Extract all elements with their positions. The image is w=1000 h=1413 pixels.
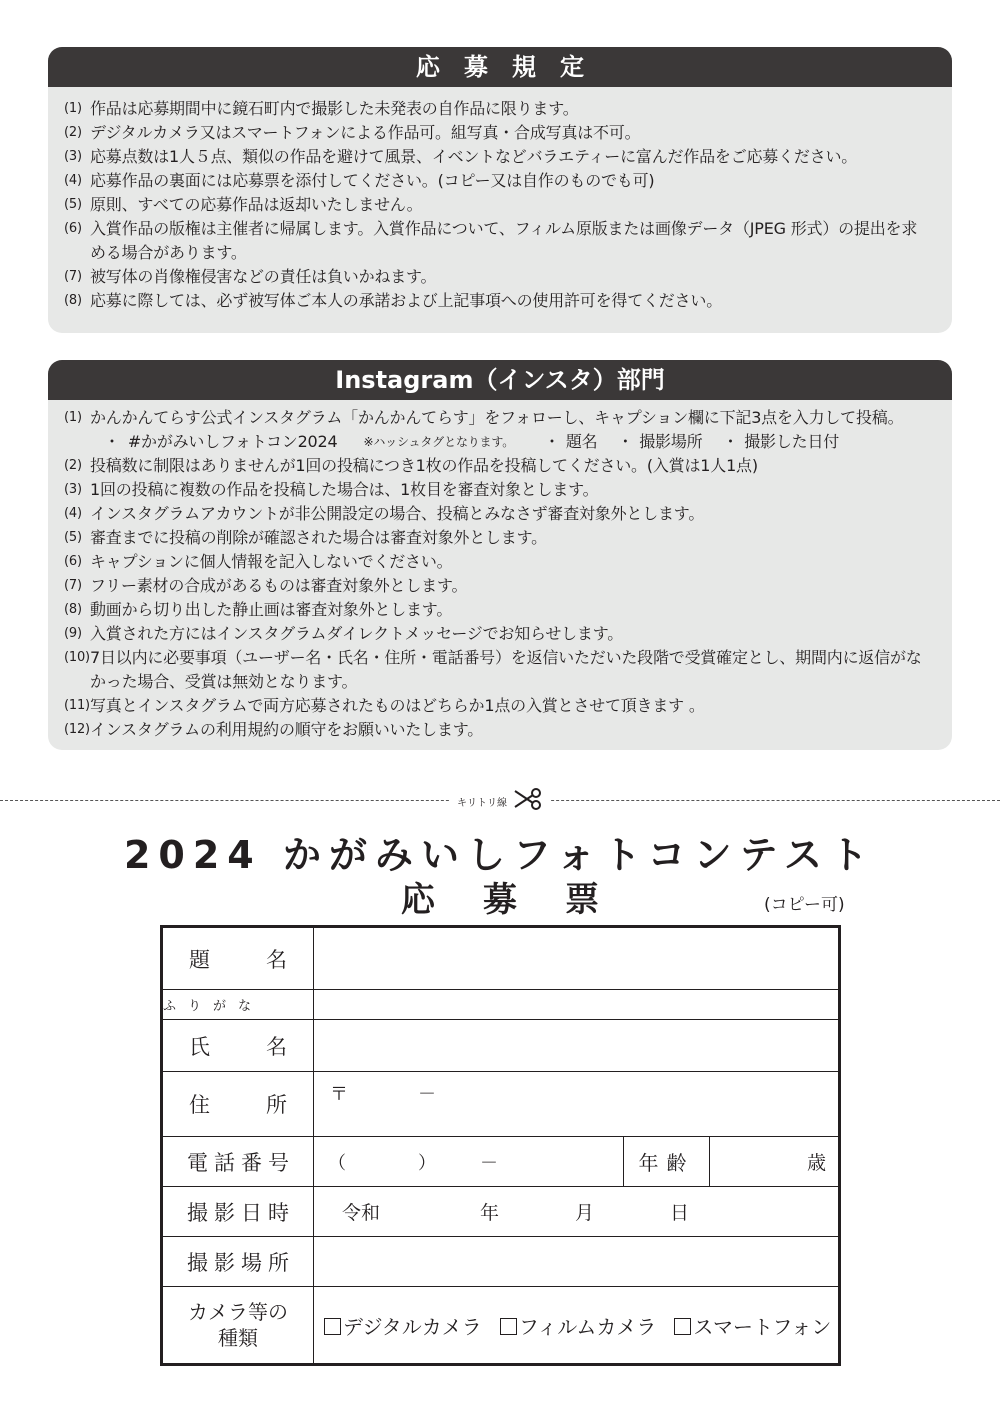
entry-form-table	[160, 925, 841, 1366]
label-furigana: ふりがな	[162, 990, 314, 1020]
rule-item	[64, 622, 932, 646]
label-char: 影	[214, 1200, 235, 1225]
instagram-panel	[48, 360, 952, 750]
checkbox[interactable]	[674, 1318, 691, 1335]
rule-text: 応募作品の裏面には応募票を添付してください。(コピー又は自作のものでも可)	[90, 171, 655, 190]
date-year: 年	[480, 1202, 500, 1224]
shoot-date-field[interactable]	[314, 1187, 840, 1237]
bullet: ・	[544, 432, 560, 451]
rule-item	[64, 718, 932, 742]
rule-text: インスタグラムの利用規約の順守をお願いいたします。	[90, 720, 484, 739]
rule-text: 入賞された方にはインスタグラムダイレクトメッセージでお知らせします。	[90, 624, 624, 643]
form-subtitle: 応募票	[401, 880, 647, 920]
rule-number: (7)	[64, 269, 82, 284]
row-name	[162, 1020, 840, 1072]
label-age: 年齢	[624, 1137, 710, 1187]
label-char: 氏	[189, 1034, 210, 1059]
label-address	[162, 1072, 314, 1137]
label-camera-line2: 種類	[218, 1326, 258, 1350]
rule-item	[64, 97, 932, 121]
field-title: 題名	[565, 432, 598, 451]
copy-note: (コピー可)	[764, 895, 845, 915]
row-shoot-place	[162, 1237, 840, 1287]
label-char: 電	[187, 1150, 208, 1175]
label-char: 日	[241, 1200, 262, 1225]
rules-list	[48, 87, 952, 321]
rule-number: (3)	[64, 149, 82, 164]
phone-open: （	[328, 1152, 346, 1174]
rule-item	[64, 694, 932, 718]
form-title: 2024 かがみいしフォトコンテスト	[123, 833, 877, 877]
camera-type-field	[314, 1287, 840, 1365]
rule-number: (8)	[64, 293, 82, 308]
rule-text: フリー素材の合成があるものは審査対象外とします。	[90, 576, 468, 595]
rule-item	[64, 526, 932, 550]
phone-dash: －	[480, 1152, 498, 1174]
bullet: ・	[617, 432, 634, 451]
rule-number: (4)	[64, 173, 82, 188]
label-phone	[162, 1137, 314, 1187]
rules-panel	[48, 47, 952, 333]
field-date: 撮影した日付	[744, 432, 840, 451]
label-char: 名	[266, 1034, 287, 1059]
rule-item	[64, 193, 932, 217]
field-place: 撮影場所	[639, 432, 703, 451]
date-day: 日	[670, 1202, 690, 1224]
label-char: 番	[241, 1150, 262, 1175]
camera-option-label: フィルムカメラ	[518, 1314, 657, 1339]
rule-text: 投稿数に制限はありませんが1回の投稿につき1枚の作品を投稿してください。(入賞は1人1点)	[90, 456, 758, 475]
rule-number: (1)	[64, 101, 82, 116]
bullet: ・	[104, 432, 120, 451]
instagram-rule	[64, 406, 932, 430]
rules-header: 応募規定	[48, 47, 952, 87]
rule-text: デジタルカメラ又はスマートフォンによる作品可。組写真・合成写真は不可。	[90, 123, 641, 142]
rule-item	[64, 265, 932, 289]
rule-text: 1回の投稿に複数の作品を投稿した場合は、1枚目を審査対象とします。	[90, 480, 599, 499]
date-era: 令和	[342, 1202, 381, 1224]
instagram-rules-rest	[64, 454, 932, 742]
rule-number: (6)	[64, 221, 82, 236]
address-field[interactable]	[314, 1072, 840, 1137]
instagram-header: Instagram（インスタ）部門	[48, 360, 952, 400]
row-shoot-date	[162, 1187, 840, 1237]
camera-option[interactable]	[500, 1311, 657, 1340]
rule-number: (5)	[64, 530, 82, 545]
postal-dash: －	[418, 1084, 436, 1105]
scissors-icon	[513, 787, 543, 815]
shoot-place-field[interactable]	[314, 1237, 840, 1287]
rule-text: 7日以内に必要事項（ユーザー名・氏名・住所・電話番号）を返信いただいた段階で受賞確定とし、期間内に返信がなかった場合、受賞は無効となります。	[90, 648, 922, 691]
row-furigana	[162, 990, 840, 1020]
cut-label	[450, 790, 550, 812]
rule-number: (1)	[64, 410, 82, 425]
label-char: 話	[214, 1150, 235, 1175]
label-char: 撮	[187, 1200, 208, 1225]
name-field[interactable]	[314, 1020, 840, 1072]
rule-text: 被写体の肖像権侵害などの責任は負いかねます。	[90, 267, 437, 286]
bullet: ・	[722, 432, 739, 451]
rule-number: (5)	[64, 197, 82, 212]
rule-number: (2)	[64, 458, 82, 473]
row-title	[162, 927, 840, 990]
rule-number: (9)	[64, 626, 82, 641]
phone-close: ）	[418, 1152, 436, 1174]
row-camera	[162, 1287, 840, 1365]
age-unit: 歳	[806, 1152, 826, 1174]
rule-number: (10)	[64, 650, 90, 665]
rule-text: 作品は応募期間中に鏡石町内で撮影した未発表の自作品に限ります。	[90, 99, 579, 118]
camera-option[interactable]	[674, 1311, 831, 1340]
rule-text: 原則、すべての応募作品は返却いたしません。	[90, 195, 423, 214]
checkbox[interactable]	[500, 1318, 517, 1335]
label-char: 時	[268, 1200, 289, 1225]
rule-text: 審査までに投稿の削除が確認された場合は審査対象外とします。	[90, 528, 547, 547]
camera-option[interactable]	[324, 1311, 482, 1340]
camera-option-label: スマートフォン	[693, 1314, 832, 1339]
rule-item	[64, 454, 932, 478]
rule-number: (3)	[64, 482, 82, 497]
rule-number: (11)	[64, 698, 90, 713]
label-char: 所	[266, 1093, 287, 1117]
rule-item	[64, 550, 932, 574]
rule-number: (7)	[64, 578, 82, 593]
row-phone	[162, 1137, 840, 1187]
label-char: 所	[268, 1250, 289, 1275]
instagram-rule-sub	[64, 430, 932, 454]
label-title	[162, 927, 314, 990]
rule-number: (4)	[64, 506, 82, 521]
label-camera	[162, 1287, 314, 1365]
postal-mark: 〒	[330, 1084, 348, 1105]
label-char: 題	[189, 947, 210, 972]
rule-item	[64, 478, 932, 502]
label-shoot-date	[162, 1187, 314, 1237]
rule-text: かんかんてらす公式インスタグラム「かんかんてらす」をフォローし、キャプション欄に下記3点を入力して投稿。	[90, 408, 904, 427]
label-char: 住	[189, 1093, 210, 1117]
hashtag-note: ※ハッシュタグとなります。	[363, 435, 514, 449]
rule-item	[64, 502, 932, 526]
rule-item	[64, 598, 932, 622]
label-char: 号	[268, 1150, 289, 1175]
label-char: 影	[214, 1250, 235, 1275]
title-field[interactable]	[314, 927, 840, 990]
label-camera-line1: カメラ等の	[188, 1300, 288, 1324]
hashtag: #かがみいしフォトコン2024	[127, 432, 338, 451]
rule-item	[64, 646, 932, 694]
rule-number: (8)	[64, 602, 82, 617]
label-char: 名	[266, 947, 287, 972]
rule-item	[64, 217, 932, 265]
furigana-field[interactable]	[314, 990, 840, 1020]
rule-text: 動画から切り出した静止画は審査対象外とします。	[90, 600, 453, 619]
rule-text: 応募点数は1人５点、類似の作品を避けて風景、イベントなどバラエティーに富んだ作品をご応募ください。	[90, 147, 858, 166]
rule-text: 写真とインスタグラムで両方応募されたものはどちらか1点の入賞とさせて頂きます 。	[90, 696, 705, 715]
rule-number: (6)	[64, 554, 82, 569]
label-name	[162, 1020, 314, 1072]
rule-text: キャプションに個人情報を記入しないでください。	[90, 552, 453, 571]
row-address	[162, 1072, 840, 1137]
cut-label-text: キリトリ線	[457, 797, 507, 809]
rule-number: (12)	[64, 722, 90, 737]
rule-item	[64, 574, 932, 598]
checkbox[interactable]	[324, 1318, 341, 1335]
rule-item	[64, 145, 932, 169]
age-field[interactable]	[710, 1137, 840, 1187]
rule-text: 応募に際しては、必ず被写体ご本人の承諾および上記事項への使用許可を得てください。	[90, 291, 723, 310]
rule-item	[64, 169, 932, 193]
instagram-list	[48, 400, 952, 750]
rule-item	[64, 121, 932, 145]
rule-item	[64, 289, 932, 313]
label-char: 場	[241, 1250, 262, 1275]
camera-option-label: デジタルカメラ	[343, 1314, 482, 1339]
rule-number: (2)	[64, 125, 82, 140]
rule-text: 入賞作品の版権は主催者に帰属します。入賞作品について、フィルム原版または画像データ（JPEG 形式）の提出を求める場合があります。	[90, 219, 918, 262]
rule-text: インスタグラムアカウントが非公開設定の場合、投稿とみなさず審査対象外とします。	[90, 504, 705, 523]
label-shoot-place	[162, 1237, 314, 1287]
phone-field[interactable]	[314, 1137, 624, 1187]
label-char: 撮	[187, 1250, 208, 1275]
date-month: 月	[575, 1202, 595, 1224]
